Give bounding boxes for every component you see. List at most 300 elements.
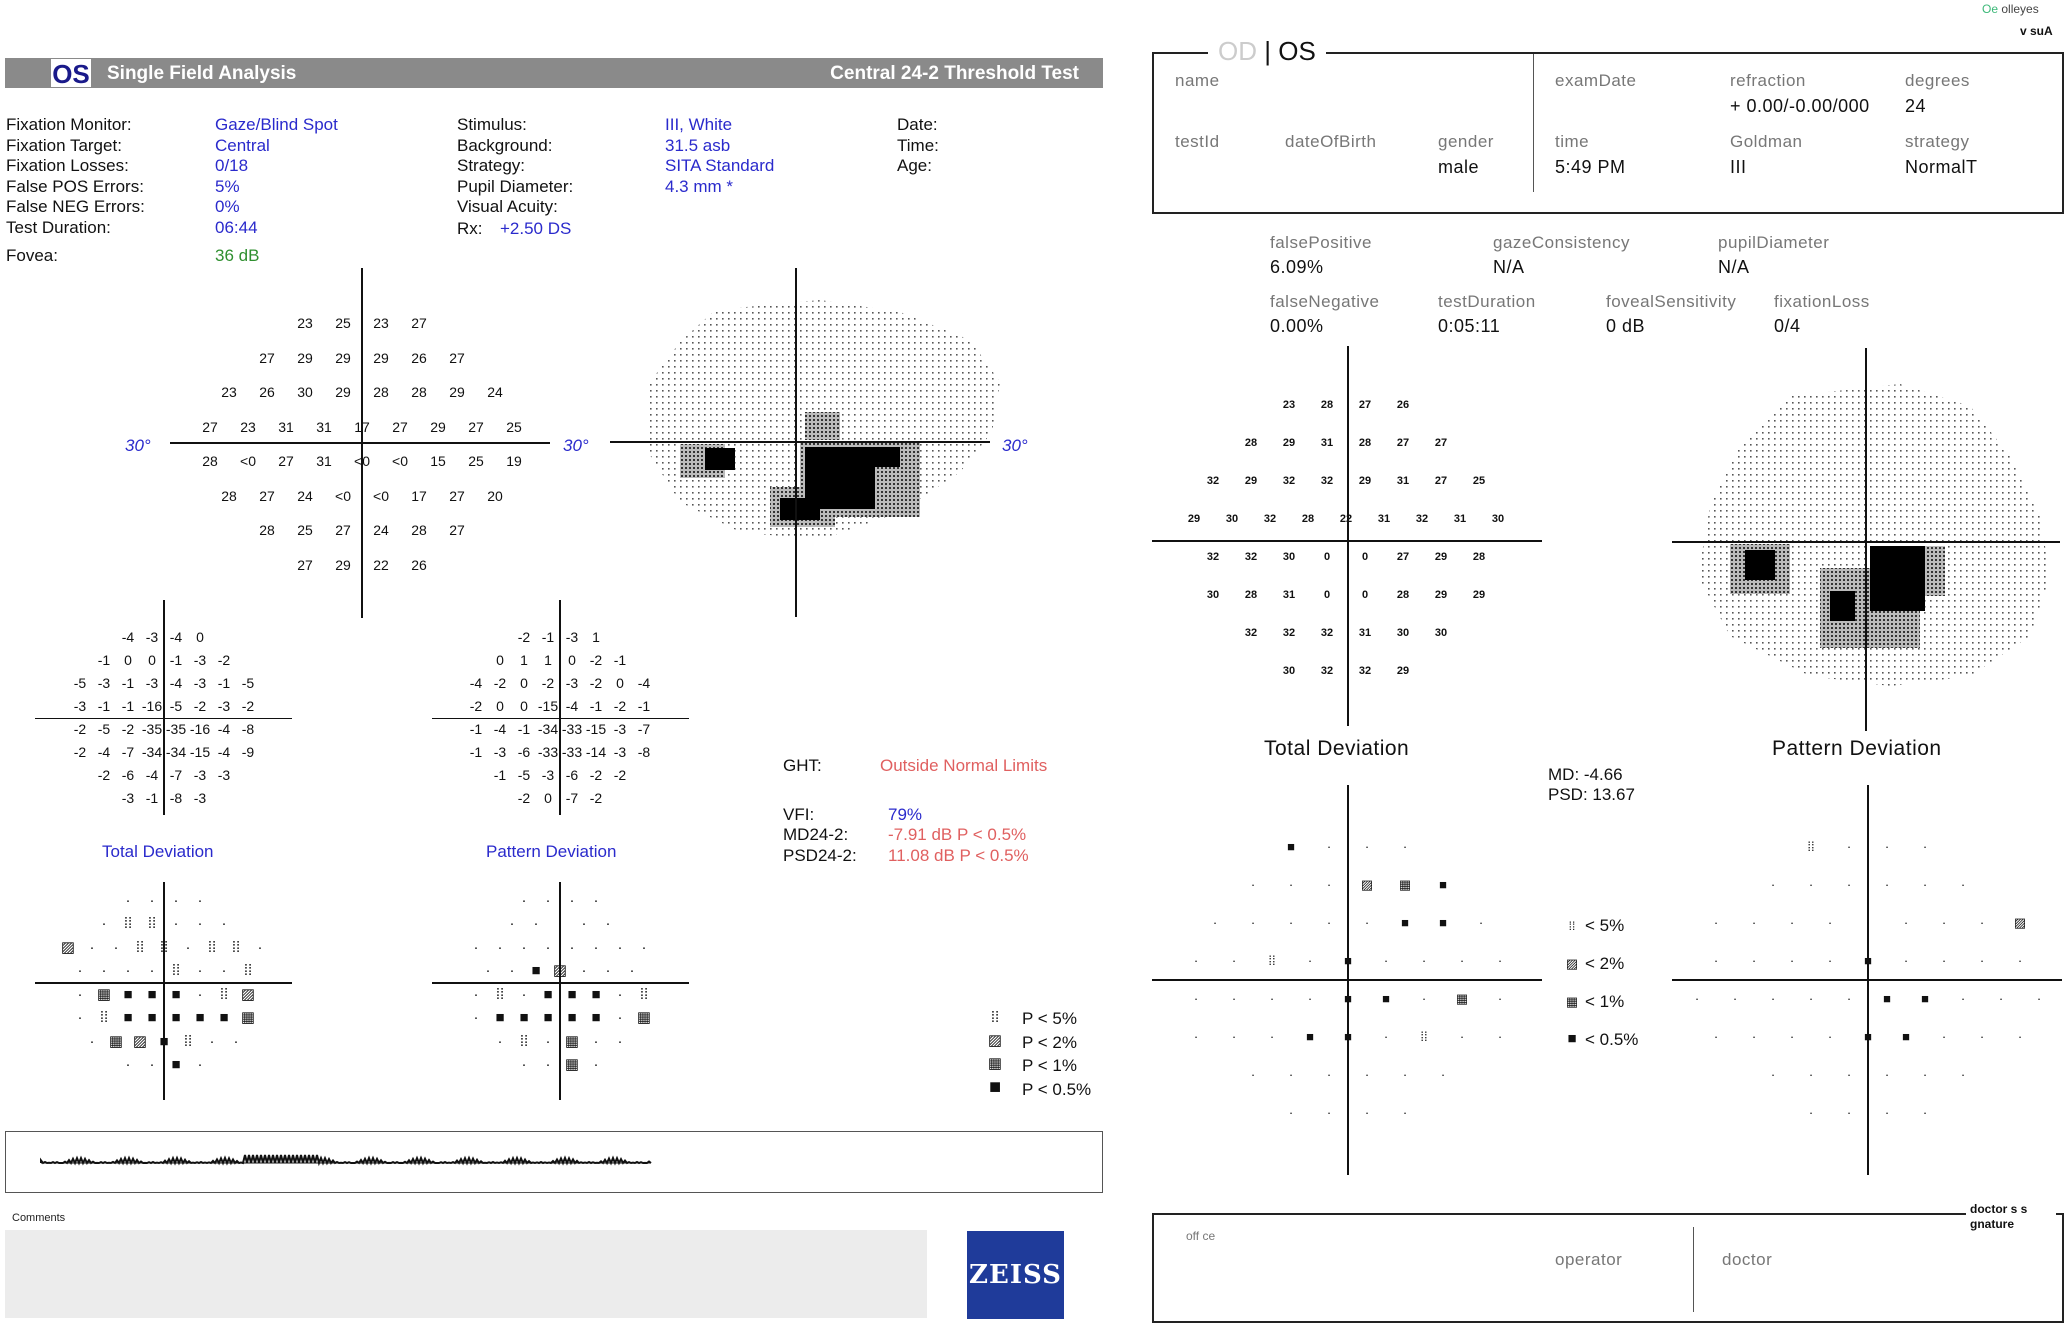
total-dev-value: -7 (169, 766, 183, 783)
pattern-dev-value: -6 (565, 766, 579, 783)
probability-symbol: · (1269, 991, 1275, 1006)
fovea-label: Fovea: (6, 246, 58, 265)
total-dev-value: -35 (165, 720, 187, 737)
pattern-dev-value: -2 (589, 789, 603, 806)
threshold-value: 27 (278, 453, 294, 470)
md-value: -7.91 dB P < 0.5% (888, 825, 1027, 844)
probability-symbol: · (557, 915, 563, 933)
r-threshold-value: 32 (1320, 475, 1334, 487)
probability-symbol: ■ (1439, 915, 1447, 930)
probability-symbol: · (1884, 1105, 1890, 1120)
probability-symbol: · (149, 891, 155, 909)
probability-symbol: ⁞⁞ (159, 938, 169, 956)
probability-symbol: ■ (543, 1009, 553, 1027)
probability-symbol: · (1288, 1105, 1294, 1120)
pattern-dev-value: -1 (469, 743, 483, 760)
pattern-dev-value: -1 (517, 720, 531, 737)
degrees-label: degrees (1905, 71, 1970, 90)
probability-symbol: · (1903, 915, 1909, 930)
pattern-dev-value: 1 (544, 651, 552, 668)
eye-os[interactable]: OS (1278, 36, 1316, 66)
pattern-dev-value: -3 (565, 674, 579, 691)
probability-symbol: · (197, 915, 203, 933)
examdate-label: examDate (1555, 71, 1637, 90)
falsepositive-label: falsePositive (1270, 233, 1372, 252)
r-threshold-value: 32 (1415, 513, 1429, 525)
pattern-dev-value: -2 (613, 766, 627, 783)
probability-symbol: · (605, 962, 611, 980)
r-threshold-value: 29 (1358, 475, 1372, 487)
probability-symbol: · (1364, 915, 1370, 930)
info-value: 5% (215, 176, 240, 196)
probability-symbol: · (1326, 877, 1332, 892)
probability-symbol: · (1808, 877, 1814, 892)
total-dev-value: -1 (169, 651, 183, 668)
probability-symbol: · (569, 891, 575, 909)
probability-symbol: · (509, 915, 515, 933)
total-dev-value: -4 (145, 766, 159, 783)
total-dev-value: -4 (217, 720, 231, 737)
probability-symbol: ■ (171, 985, 181, 1003)
r-threshold-value: 27 (1434, 437, 1448, 449)
probability-symbol: · (1326, 915, 1332, 930)
r-threshold-value: 30 (1434, 627, 1448, 639)
probability-symbol: · (1440, 1067, 1446, 1082)
r-threshold-value: 32 (1263, 513, 1277, 525)
probability-symbol: · (1193, 953, 1199, 968)
legend-p2-icon: ▨ (987, 1032, 1003, 1049)
probability-symbol: ▨ (60, 938, 76, 956)
probability-symbol: · (221, 915, 227, 933)
probability-symbol: · (1770, 991, 1776, 1006)
probability-symbol: · (1250, 877, 1256, 892)
probability-symbol: · (1827, 915, 1833, 930)
threshold-value: 15 (430, 453, 446, 470)
eye-label: OS (50, 58, 92, 88)
probability-symbol: · (497, 938, 503, 956)
probability-symbol: ▦ (240, 1009, 256, 1027)
probability-symbol: · (101, 915, 107, 933)
zeiss-logo: ZEISS (967, 1231, 1064, 1319)
probability-symbol: · (1941, 953, 1947, 968)
threshold-value: <0 (335, 487, 351, 504)
fovealsensitivity-value: 0 dB (1606, 316, 1646, 336)
probability-symbol: · (605, 915, 611, 933)
pattern-dev-value: -33 (561, 720, 583, 737)
probability-symbol: · (77, 962, 83, 980)
probability-symbol: · (1497, 953, 1503, 968)
gaze-trace (6, 1132, 1102, 1192)
pattern-dev-value: 0 (568, 651, 576, 668)
threshold-value: 22 (373, 556, 389, 573)
r-total-prob-axis-h (1152, 979, 1542, 981)
pattern-dev-value: -4 (493, 720, 507, 737)
total-dev-value: -4 (217, 743, 231, 760)
threshold-value: 23 (221, 384, 237, 401)
probability-symbol: · (1998, 991, 2004, 1006)
probability-symbol: ■ (147, 1009, 157, 1027)
probability-symbol: · (1713, 915, 1719, 930)
r-threshold-value: 27 (1358, 399, 1372, 411)
fixationloss-label: fixationLoss (1774, 292, 1870, 311)
refraction-label: refraction (1730, 71, 1806, 90)
probability-symbol: · (1884, 877, 1890, 892)
total-prob-axis-h (35, 982, 292, 984)
probability-symbol: · (545, 1056, 551, 1074)
probability-symbol: · (1979, 915, 1985, 930)
vfi-value: 79% (888, 805, 923, 824)
probability-symbol: · (1789, 1029, 1795, 1044)
eye-od[interactable]: OD (1218, 36, 1257, 66)
r-threshold-value: 0 (1323, 589, 1331, 601)
probability-symbol: · (1459, 1029, 1465, 1044)
r-threshold-value: 28 (1301, 513, 1315, 525)
probability-symbol: ■ (1344, 1029, 1352, 1044)
threshold-value: 29 (449, 384, 465, 401)
brand-text: olleyes (2001, 2, 2039, 16)
probability-symbol: · (617, 1009, 623, 1027)
psd-value: 11.08 dB P < 0.5% (888, 846, 1029, 865)
threshold-value: 24 (297, 487, 313, 504)
probability-symbol: ⁞⁞ (207, 938, 217, 956)
gazeconsistency-value: N/A (1493, 257, 1525, 277)
probability-symbol: · (1865, 915, 1871, 930)
total-dev-value: -3 (193, 674, 207, 691)
total-dev-value: -1 (121, 697, 135, 714)
threshold-value: 27 (297, 556, 313, 573)
threshold-value: 23 (240, 418, 256, 435)
probability-symbol: ■ (147, 985, 157, 1003)
probability-symbol: ▨ (2013, 915, 2027, 930)
probability-symbol: ⁞⁞ (1268, 953, 1276, 968)
legend-p2: P < 2% (1022, 1033, 1077, 1052)
probability-symbol: · (197, 985, 203, 1003)
r-legend-p1: < 1% (1585, 992, 1625, 1011)
r-md: MD: -4.66 (1548, 765, 1623, 784)
r-threshold-value: 30 (1225, 513, 1239, 525)
probability-symbol: ■ (1921, 991, 1929, 1006)
info-value: 06:44 (215, 218, 258, 237)
refraction-value: + 0.00/-0.00/000 (1730, 96, 1870, 116)
r-threshold-value: 32 (1244, 551, 1258, 563)
probability-symbol: · (1402, 1105, 1408, 1120)
probability-symbol: · (521, 938, 527, 956)
pattern-dev-value: -6 (517, 743, 531, 760)
probability-symbol: · (2017, 953, 2023, 968)
probability-symbol: · (1694, 991, 1700, 1006)
pattern-dev-value: -2 (517, 628, 531, 645)
stim-value: III, White (665, 115, 733, 134)
probability-symbol: · (1193, 991, 1199, 1006)
vfi-label: VFI: (783, 805, 815, 824)
probability-symbol: ⁞⁞ (1420, 1029, 1428, 1044)
rx-value: +2.50 DS (500, 219, 572, 238)
probability-symbol: · (125, 891, 131, 909)
probability-symbol: · (1960, 877, 1966, 892)
probability-symbol: ■ (495, 1009, 505, 1027)
olleyes-logo-icon: Oe (1982, 2, 1999, 16)
goldman-label: Goldman (1730, 132, 1803, 151)
threshold-value: 19 (506, 453, 522, 470)
info-label: False NEG Errors: (6, 197, 145, 217)
threshold-value: 27 (259, 349, 275, 366)
probability-symbol: · (1326, 839, 1332, 854)
r-pattern-prob-axis-h (1672, 979, 2062, 981)
probability-symbol: · (1383, 1029, 1389, 1044)
threshold-value: 26 (411, 556, 427, 573)
gazeconsistency-label: gazeConsistency (1493, 233, 1630, 252)
r-threshold-value: 28 (1244, 437, 1258, 449)
probability-symbol: · (1941, 1029, 1947, 1044)
r-legend-p05-icon: ■ (1567, 1030, 1577, 1047)
threshold-value: 24 (487, 384, 503, 401)
probability-symbol: · (221, 962, 227, 980)
probability-symbol: ■ (1902, 1029, 1910, 1044)
pattern-dev-value: -3 (493, 743, 507, 760)
r-threshold-value: 31 (1358, 627, 1372, 639)
probability-symbol: · (1383, 953, 1389, 968)
r-legend-p5-icon: ⁞⁞ (1568, 919, 1576, 933)
strategy-label: strategy (1905, 132, 1970, 151)
probability-symbol: · (629, 962, 635, 980)
probability-symbol: · (1732, 991, 1738, 1006)
info-label: Fixation Target: (6, 135, 122, 155)
pattern-dev-value: -7 (565, 789, 579, 806)
probability-symbol: ▦ (1455, 991, 1469, 1006)
probability-symbol: · (2017, 1029, 2023, 1044)
threshold-value: 26 (259, 384, 275, 401)
threshold-value: 27 (449, 349, 465, 366)
r-threshold-value: 32 (1206, 475, 1220, 487)
pattern-dev-value: -2 (517, 789, 531, 806)
total-dev-value: -4 (169, 628, 183, 645)
r-threshold-value: 29 (1434, 551, 1448, 563)
r-threshold-value: 32 (1358, 665, 1372, 677)
brand-sub: v suA (2020, 24, 2053, 38)
probability-symbol: · (89, 1032, 95, 1050)
probability-symbol: ■ (591, 1009, 601, 1027)
probability-symbol: · (1846, 839, 1852, 854)
threshold-value: 27 (259, 487, 275, 504)
date-label: Age: (897, 156, 932, 176)
info-label: False POS Errors: (6, 176, 144, 196)
total-dev-value: -2 (121, 720, 135, 737)
total-dev-value: -3 (145, 628, 159, 645)
grayscale-plot (600, 262, 1010, 622)
probability-symbol: ■ (1883, 991, 1891, 1006)
probability-symbol: · (1713, 953, 1719, 968)
legend-p05-icon: ■ (988, 1076, 1002, 1098)
probability-symbol: · (641, 938, 647, 956)
total-dev-value: -3 (97, 674, 111, 691)
pattern-dev-value: -2 (613, 697, 627, 714)
probability-symbol: ■ (159, 1032, 169, 1050)
probability-symbol: · (1884, 839, 1890, 854)
pattern-dev-value: 0 (496, 697, 504, 714)
total-dev-value: -3 (193, 651, 207, 668)
total-dev-value: -5 (169, 697, 183, 714)
total-dev-value: -1 (121, 674, 135, 691)
threshold-value: 28 (221, 487, 237, 504)
probability-symbol: ■ (1382, 991, 1390, 1006)
r-threshold-value: 29 (1244, 475, 1258, 487)
r-threshold-value: 32 (1206, 551, 1220, 563)
probability-symbol: · (1497, 1029, 1503, 1044)
pattern-dev-value: -2 (589, 651, 603, 668)
r-legend-p2-icon: ▨ (1565, 956, 1579, 971)
probability-symbol: · (581, 915, 587, 933)
r-threshold-value: 30 (1491, 513, 1505, 525)
r-threshold-value: 25 (1472, 475, 1486, 487)
testid-label: testId (1175, 132, 1220, 151)
stim-label: Strategy: (457, 156, 526, 176)
pupildiameter-label: pupilDiameter (1718, 233, 1830, 252)
total-dev-value: -7 (121, 743, 135, 760)
probability-symbol: · (1212, 915, 1218, 930)
total-dev-value: -8 (241, 720, 255, 737)
probability-symbol: · (1288, 915, 1294, 930)
deg-label-left: 30° (125, 436, 151, 455)
signature-label: doctor s s gnature (1966, 1202, 2056, 1232)
probability-symbol: · (1288, 877, 1294, 892)
probability-symbol: ■ (123, 985, 133, 1003)
total-dev-value: -2 (193, 697, 207, 714)
stim-label: Visual Acuity: (457, 197, 558, 217)
probability-symbol: ■ (219, 1009, 229, 1027)
threshold-value: 25 (297, 522, 313, 539)
probability-symbol: ■ (567, 1009, 577, 1027)
probability-symbol: · (521, 891, 527, 909)
probability-symbol: · (1960, 1067, 1966, 1082)
total-dev-value: 0 (148, 651, 156, 668)
r-threshold-value: 32 (1320, 627, 1334, 639)
office-label: off ce (1186, 1229, 1216, 1243)
r-threshold-value: 27 (1396, 551, 1410, 563)
pattern-dev-value: -1 (541, 628, 555, 645)
pattern-dev-value: 0 (544, 789, 552, 806)
probability-symbol: · (1402, 1067, 1408, 1082)
total-dev-value: -9 (241, 743, 255, 760)
threshold-value: 31 (316, 418, 332, 435)
total-dev-value: -2 (217, 651, 231, 668)
probability-symbol: ⁞⁞ (219, 985, 229, 1003)
goldman-value: III (1730, 157, 1747, 177)
pattern-dev-value: -4 (637, 674, 651, 691)
probability-symbol: · (1827, 1029, 1833, 1044)
probability-symbol: ⁞⁞ (123, 915, 133, 933)
total-dev-value: -5 (241, 674, 255, 691)
threshold-value: 31 (278, 418, 294, 435)
stim-value: SITA Standard (665, 156, 775, 176)
info-value: 0/18 (215, 156, 249, 176)
probability-symbol: ■ (591, 985, 601, 1003)
r-threshold-value: 0 (1323, 551, 1331, 563)
gaze-tracking-strip (5, 1131, 1103, 1193)
fixationloss-value: 0/4 (1774, 316, 1801, 336)
falsepositive-value: 6.09% (1270, 257, 1324, 277)
probability-symbol: · (2036, 991, 2042, 1006)
psd-label: PSD24-2: (783, 846, 857, 865)
r-threshold-value: 30 (1396, 627, 1410, 639)
threshold-value: 26 (411, 349, 427, 366)
name-label: name (1175, 71, 1220, 90)
probability-symbol: ⁞⁞ (495, 985, 505, 1003)
r-threshold-value: 32 (1282, 627, 1296, 639)
probability-symbol: · (1421, 953, 1427, 968)
pattern-dev-value: 1 (520, 651, 528, 668)
doctor-label: doctor (1722, 1250, 1773, 1269)
info-label: Fixation Losses: (6, 156, 129, 176)
probability-symbol: · (473, 938, 479, 956)
r-threshold-value: 30 (1206, 589, 1220, 601)
r-threshold-value: 29 (1472, 589, 1486, 601)
total-dev-value: -2 (73, 720, 87, 737)
probability-symbol: ▨ (132, 1032, 148, 1050)
pattern-dev-value: -34 (537, 720, 559, 737)
probability-symbol: · (1751, 1029, 1757, 1044)
r-psd: PSD: 13.67 (1548, 785, 1635, 804)
threshold-value: 29 (335, 556, 351, 573)
pattern-dev-value: 0 (520, 697, 528, 714)
probability-symbol: · (1770, 1067, 1776, 1082)
info-value: Central (215, 135, 270, 155)
probability-symbol: · (1922, 1105, 1928, 1120)
probability-symbol: · (593, 1056, 599, 1074)
threshold-value: 23 (297, 315, 313, 332)
threshold-value: 28 (411, 384, 427, 401)
falsenegative-label: falseNegative (1270, 292, 1380, 311)
probability-symbol: ■ (1864, 953, 1872, 968)
threshold-value: 25 (468, 453, 484, 470)
total-dev-axis-h (35, 718, 292, 719)
r-threshold-value: 30 (1282, 665, 1296, 677)
probability-symbol: ■ (1864, 1029, 1872, 1044)
stim-value: 4.3 mm * (665, 176, 734, 196)
probability-symbol: ■ (171, 1056, 181, 1074)
legend-p05: P < 0.5% (1022, 1080, 1092, 1099)
r-threshold-value: 31 (1453, 513, 1467, 525)
total-dev-value: -2 (97, 766, 111, 783)
dob-label: dateOfBirth (1285, 132, 1377, 151)
total-dev-value: -4 (121, 628, 135, 645)
probability-symbol: · (617, 938, 623, 956)
probability-symbol: ■ (543, 985, 553, 1003)
probability-symbol: · (1364, 1067, 1370, 1082)
r-threshold-value: 29 (1396, 665, 1410, 677)
strategy-value: NormalT (1905, 157, 1978, 177)
r-legend-p05: < 0.5% (1585, 1030, 1639, 1049)
probability-symbol: · (473, 985, 479, 1003)
threshold-value: 25 (506, 418, 522, 435)
degrees-value: 24 (1905, 96, 1927, 116)
total-deviation-label: Total Deviation (102, 842, 214, 861)
report-title: Single Field Analysis (107, 63, 297, 84)
probability-symbol: · (521, 985, 527, 1003)
probability-symbol: ■ (1344, 991, 1352, 1006)
ght-value: Outside Normal Limits (880, 756, 1048, 775)
gender-value: male (1438, 157, 1480, 177)
pattern-dev-value: -4 (469, 674, 483, 691)
probability-symbol: ⁞⁞ (243, 962, 253, 980)
probability-symbol: · (1326, 1067, 1332, 1082)
probability-symbol: · (1751, 953, 1757, 968)
probability-symbol: · (581, 962, 587, 980)
total-dev-value: -4 (97, 743, 111, 760)
probability-symbol: ■ (531, 962, 541, 980)
probability-symbol: · (197, 962, 203, 980)
threshold-axis-h (170, 442, 550, 444)
probability-symbol: · (1884, 1067, 1890, 1082)
